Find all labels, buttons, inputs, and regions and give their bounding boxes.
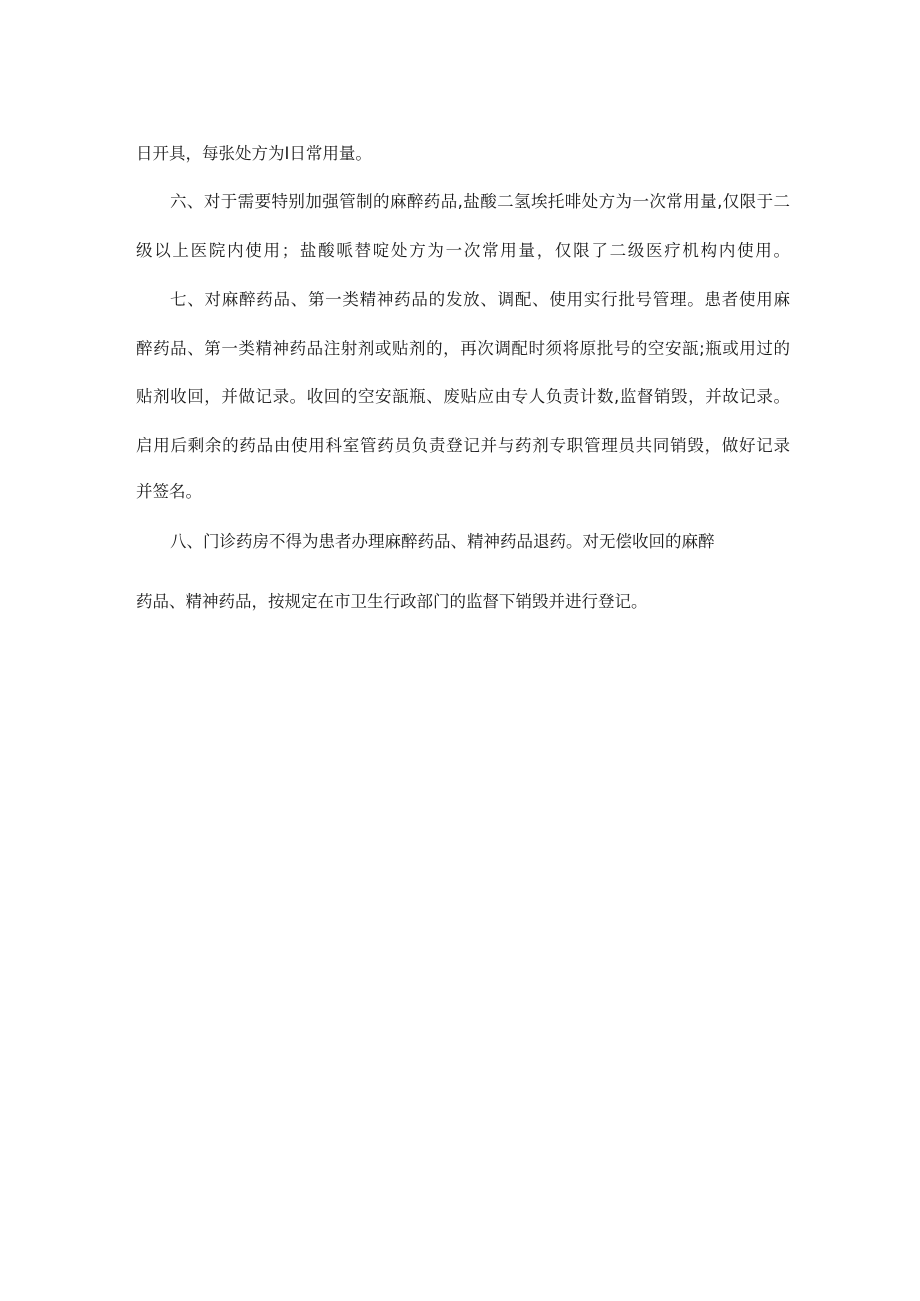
text-line-7: 启用后剩余的药品由使用科室管药员负责登记并与药剂专职管理员共同销毁，做好记录 xyxy=(136,436,790,455)
text-line-3: 级以上医院内使用；盐酸哌替啶处方为一次常用量，仅限了二级医疗机构内使用。 xyxy=(136,241,790,260)
text-line-5: 醉药品、第一类精神药品注射剂或贴剂的，再次调配时须将原批号的空安瓿;瓶或用过的 xyxy=(136,339,790,358)
text-line-4: 七、对麻醉药品、第一类精神药品的发放、调配、使用实行批号管理。患者使用麻 xyxy=(170,290,790,309)
text-line-10: 药品、精神药品，按规定在市卫生行政部门的监督下销毁并进行登记。 xyxy=(136,592,648,611)
text-line-9: 八、门诊药房不得为患者办理麻醉药品、精神药品退药。对无偿收回的麻醉 xyxy=(170,532,715,551)
text-line-2: 六、对于需要特别加强管制的麻醉药品,盐酸二氢埃托啡处方为一次常用量,仅限于二 xyxy=(170,192,790,211)
text-line-8: 并签名。 xyxy=(136,482,202,501)
text-line-6: 贴剂收回，并做记录。收回的空安瓿瓶、废贴应由专人负责计数,监督销毁，并故记录。 xyxy=(136,387,790,406)
text-line-1: 日开具，每张处方为Ⅰ日常用量。 xyxy=(136,144,372,163)
